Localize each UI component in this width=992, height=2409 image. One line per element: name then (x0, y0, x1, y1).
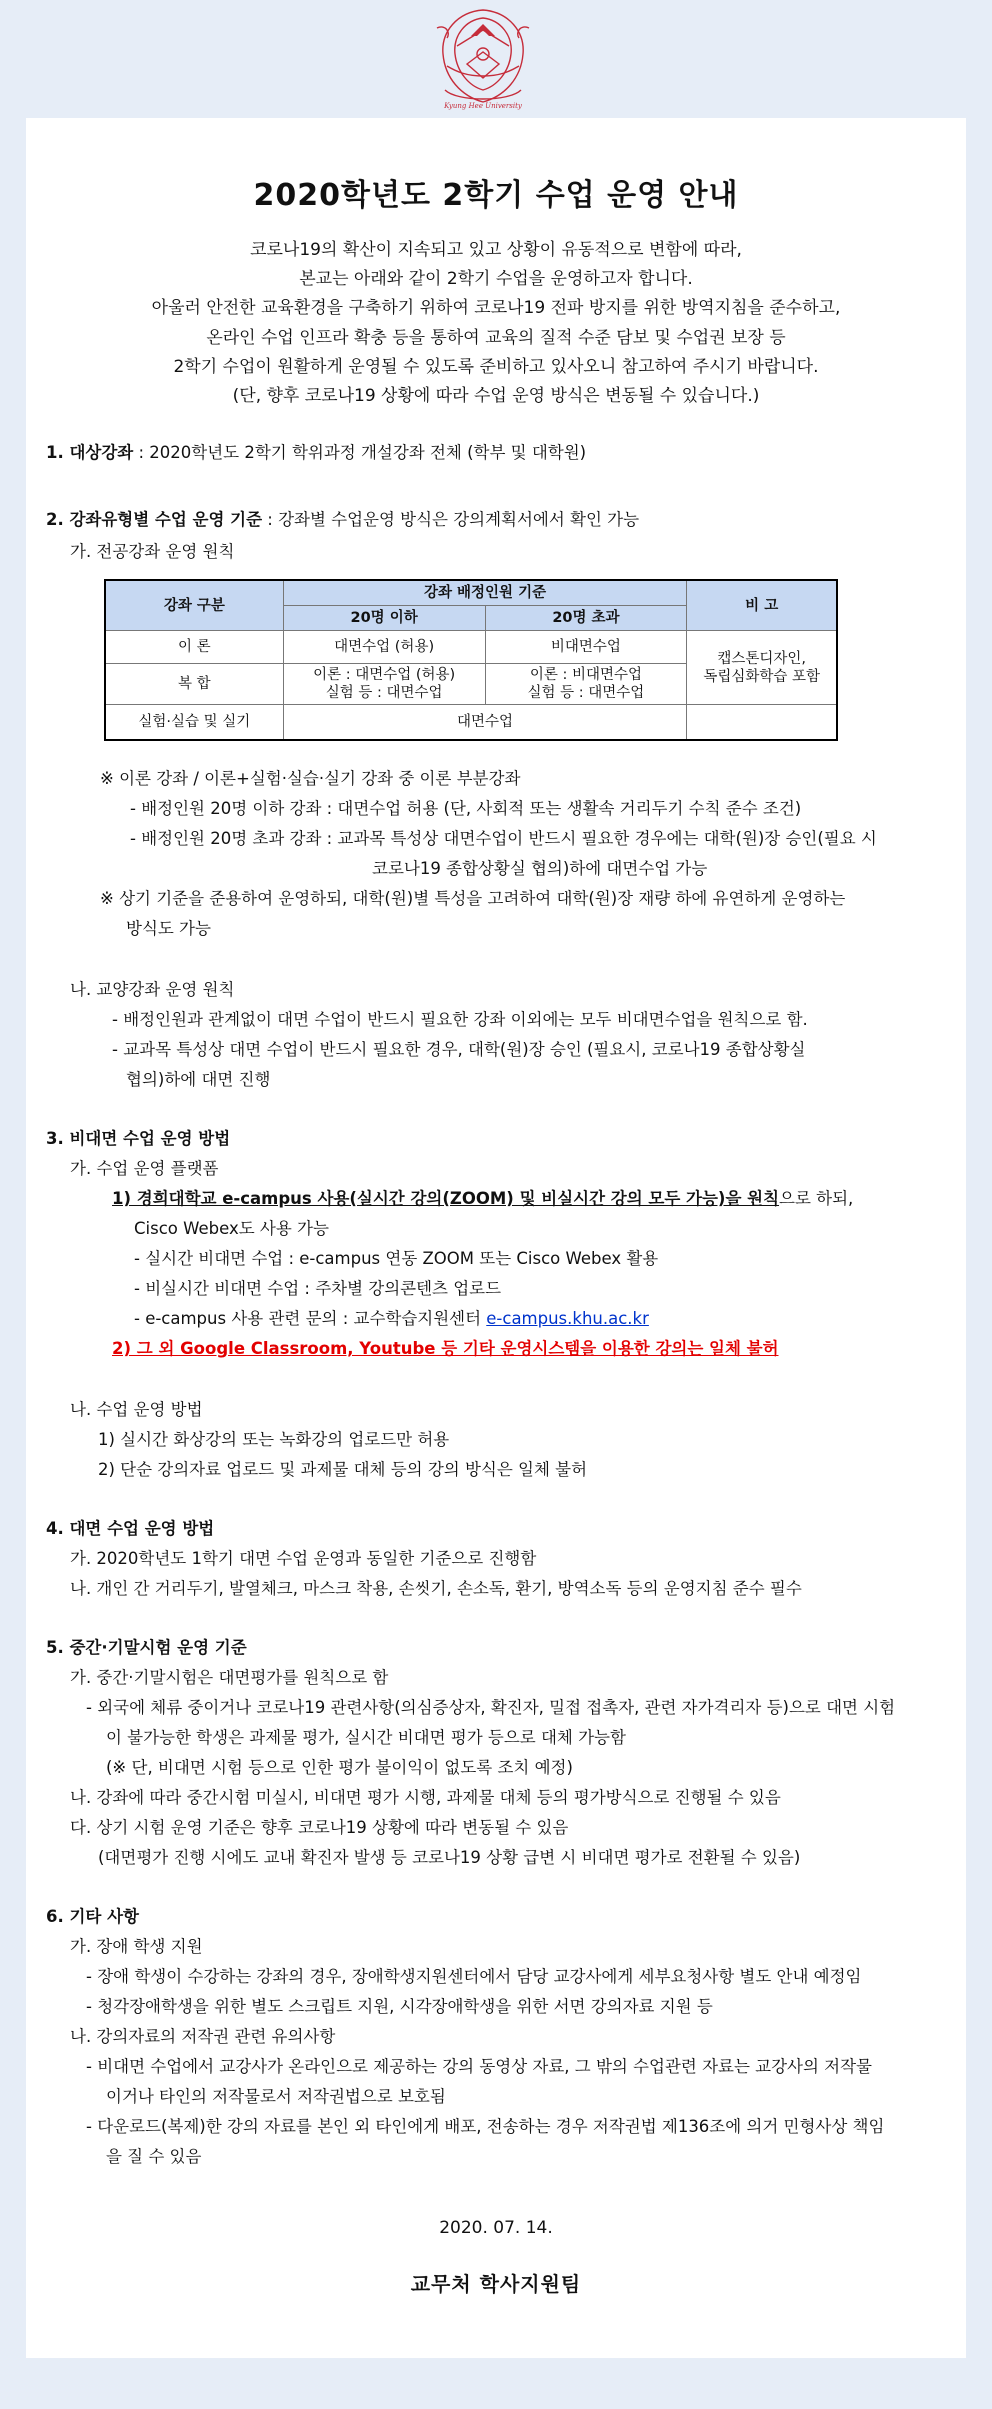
table-row-lab-note (687, 705, 837, 741)
list-item: 나. 강좌에 따라 중간시험 미실시, 비대면 평가 시행, 과제물 대체 등의 평가방식으로 진행될 수 있음 (70, 1788, 781, 1807)
list-item: (※ 단, 비대면 시험 등으로 인한 평가 불이익이 없도록 조치 예정) (106, 1758, 573, 1777)
table-header-over-20: 20명 초과 (485, 606, 687, 631)
table-header-type: 강좌 구분 (105, 580, 283, 631)
list-item: 을 질 수 있음 (106, 2147, 202, 2166)
platform-principle-bold: 1) 경희대학교 e-campus 사용(실시간 강의(ZOOM) 및 비실시간 강의 모두 가능)을 원칙 (112, 1189, 780, 1208)
table-row-mixed-under: 이론 : 대면수업 (허용) 실험 등 : 대면수업 (283, 664, 485, 705)
prohibition-notice: 2) 그 외 Google Classroom, Youtube 등 기타 운영시스템을 이용한 강의는 일체 불허 (112, 1339, 779, 1358)
list-item: - 교과목 특성상 대면 수업이 반드시 필요한 경우, 대학(원)장 승인 (필요시, 코로나19 종합상황실 (112, 1040, 806, 1059)
table-row-theory-under: 대면수업 (허용) (283, 631, 485, 664)
list-item: 협의)하에 대면 진행 (126, 1070, 271, 1089)
platform-principle-rest: 으로 하되, (779, 1189, 854, 1208)
table-header-note: 비 고 (687, 580, 837, 631)
list-item: 이거나 타인의 저작물로서 저작권법으로 보호됨 (106, 2087, 446, 2106)
note-line: ※ 상기 기준을 준용하여 운영하되, 대학(원)별 특성을 고려하여 대학(원)장 재량 하에 유연하게 운영하는 (100, 889, 846, 908)
intro-line: 2학기 수업이 원활하게 운영될 수 있도록 준비하고 있사오니 참고하여 주시기 바랍니다. (173, 356, 819, 377)
note-line: - 배정인원 20명 초과 강좌 : 교과목 특성상 대면수업이 반드시 필요한 경우에는 대학(원)장 승인(필요 시 (130, 829, 877, 848)
document-date: 2020. 07. 14. (439, 2218, 553, 2238)
list-item: 1) 실시간 화상강의 또는 녹화강의 업로드만 허용 (98, 1430, 450, 1449)
list-item: 가. 2020학년도 1학기 대면 수업 운영과 동일한 기준으로 진행함 (70, 1549, 537, 1568)
table-header-criteria: 강좌 배정인원 기준 (283, 580, 687, 606)
section-4-heading: 4. 대면 수업 운영 방법 (46, 1519, 215, 1538)
ecampus-link[interactable]: e-campus.khu.ac.kr (486, 1309, 649, 1328)
section-3-subheading-ga: 가. 수업 운영 플랫폼 (70, 1159, 219, 1178)
list-item: - 청각장애학생을 위한 별도 스크립트 지원, 시각장애학생을 위한 서면 강의자료 지원 등 (86, 1997, 713, 2016)
intro-paragraph (26, 236, 966, 411)
document-title: 2020학년도 2학기 수업 운영 안내 (253, 178, 739, 213)
section-3-heading: 3. 비대면 수업 운영 방법 (46, 1129, 231, 1148)
list-item: 나. 개인 간 거리두기, 발열체크, 마스크 착용, 손씻기, 손소독, 환기, 방역소독 등의 운영지침 준수 필수 (70, 1579, 802, 1598)
section-1-heading: 1. 대상강좌 (46, 443, 134, 462)
table-row-lab-type: 실험·실습 및 실기 (105, 705, 283, 741)
university-seal-logo (427, 6, 539, 112)
table-row-theory-over: 비대면수업 (485, 631, 687, 664)
note-line: 방식도 가능 (126, 919, 211, 938)
note-line: ※ 이론 강좌 / 이론+실험·실습·실기 강좌 중 이론 부분강좌 (100, 769, 521, 788)
table-row-lab-all: 대면수업 (283, 705, 687, 741)
list-item: - 비실시간 비대면 수업 : 주차별 강의콘텐츠 업로드 (134, 1279, 502, 1298)
list-item: (대면평가 진행 시에도 교내 확진자 발생 등 코로나19 상황 급변 시 비대면 평가로 전환될 수 있음) (98, 1848, 801, 1867)
list-item: - 배정인원과 관계없이 대면 수업이 반드시 필요한 강좌 이외에는 모두 비대면수업을 원칙으로 함. (112, 1010, 808, 1029)
section-6-heading: 6. 기타 사항 (46, 1907, 139, 1926)
inquiry-text: - e-campus 사용 관련 문의 : 교수학습지원센터 (134, 1309, 487, 1328)
list-item: 나. 강의자료의 저작권 관련 유의사항 (70, 2027, 336, 2046)
note-line: 코로나19 종합상황실 협의)하에 대면수업 가능 (372, 859, 708, 878)
list-item: - 다운로드(복제)한 강의 자료를 본인 외 타인에게 배포, 전송하는 경우 저작권법 제136조에 의거 민형사상 책임 (86, 2117, 885, 2136)
section-2-subheading-na: 나. 교양강좌 운영 원칙 (70, 980, 235, 999)
intro-line: 본교는 아래와 같이 2학기 수업을 운영하고자 합니다. (299, 269, 693, 290)
section-1-text: : 2020학년도 2학기 학위과정 개설강좌 전체 (학부 및 대학원) (133, 443, 587, 462)
table-row-mixed-type: 복 합 (105, 664, 283, 705)
list-item: 2) 단순 강의자료 업로드 및 과제물 대체 등의 강의 방식은 일체 불허 (98, 1460, 588, 1479)
seal-caption: Kyung Hee University (444, 102, 522, 110)
course-type-table (104, 579, 838, 741)
list-item: - 비대면 수업에서 교강사가 온라인으로 제공하는 강의 동영상 자료, 그 밖의 수업관련 자료는 교강사의 저작물 (86, 2057, 872, 2076)
issuer-signature: 교무처 학사지원팀 (410, 2272, 582, 2296)
list-item: - 실시간 비대면 수업 : e-campus 연동 ZOOM 또는 Cisco Webex 활용 (134, 1249, 659, 1268)
list-item: Cisco Webex도 사용 가능 (134, 1219, 329, 1238)
note-line: - 배정인원 20명 이하 강좌 : 대면수업 허용 (단, 사회적 또는 생활속 거리두기 수칙 준수 조건) (130, 799, 802, 818)
list-item: - 장애 학생이 수강하는 강좌의 경우, 장애학생지원센터에서 담당 교강사에게 세부요청사항 별도 안내 예정임 (86, 1967, 862, 1986)
intro-line: 온라인 수업 인프라 확충 등을 통하여 교육의 질적 수준 담보 및 수업권 보장 등 (206, 327, 786, 348)
section-5-heading: 5. 중간·기말시험 운영 기준 (46, 1638, 247, 1657)
table-row-mixed-over: 이론 : 비대면수업 실험 등 : 대면수업 (485, 664, 687, 705)
list-item: 가. 장애 학생 지원 (70, 1937, 203, 1956)
section-1 (46, 443, 586, 463)
notice-document (26, 118, 966, 2358)
table-note: 캡스톤디자인, 독립심화학습 포함 (687, 631, 837, 705)
list-item: 다. 상기 시험 운영 기준은 향후 코로나19 상황에 따라 변동될 수 있음 (70, 1818, 569, 1837)
section-3-subheading-na: 나. 수업 운영 방법 (70, 1400, 203, 1419)
platform-principle (112, 1189, 853, 1209)
section-2-text: : 강좌별 수업운영 방식은 강의계획서에서 확인 가능 (262, 510, 640, 529)
table-row-theory-type: 이 론 (105, 631, 283, 664)
list-item: 가. 중간·기말시험은 대면평가를 원칙으로 함 (70, 1668, 389, 1687)
list-item: 이 불가능한 학생은 과제물 평가, 실시간 비대면 평가 등으로 대체 가능함 (106, 1728, 626, 1747)
section-2-heading: 2. 강좌유형별 수업 운영 기준 (46, 510, 263, 529)
intro-line: 아울러 안전한 교육환경을 구축하기 위하여 코로나19 전파 방지를 위한 방역지침을 준수하고, (151, 298, 841, 319)
intro-line: 코로나19의 확산이 지속되고 있고 상황이 유동적으로 변함에 따라, (250, 240, 742, 260)
section-2-subheading-ga: 가. 전공강좌 운영 원칙 (70, 542, 235, 561)
list-item: - 외국에 체류 중이거나 코로나19 관련사항(의심증상자, 확진자, 밀접 접촉자, 관련 자가격리자 등)으로 대면 시험 (86, 1698, 896, 1717)
inquiry-line (134, 1309, 649, 1329)
table-header-under-20: 20명 이하 (283, 606, 485, 631)
section-2 (46, 510, 639, 530)
intro-line: (단, 향후 코로나19 상황에 따라 수업 운영 방식은 변동될 수 있습니다.) (232, 386, 760, 407)
